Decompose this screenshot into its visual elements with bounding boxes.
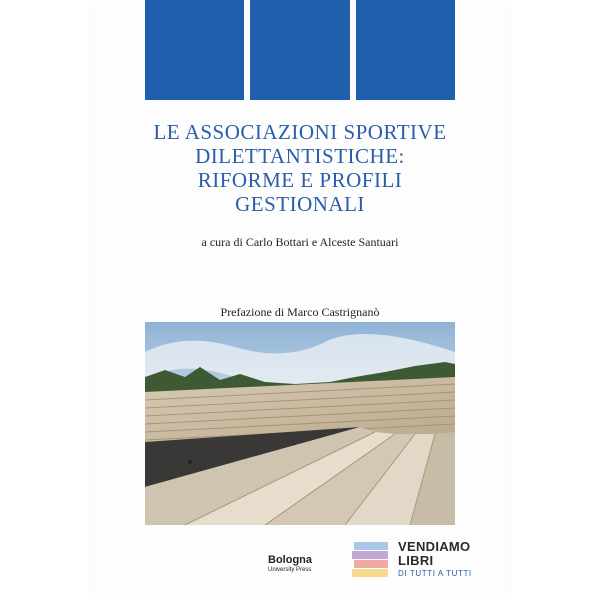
cover-header-blocks <box>145 0 455 100</box>
book-title <box>145 120 455 216</box>
stadium-photo <box>145 322 455 525</box>
logo-tagline: DI TUTTI A TUTTI <box>398 569 472 578</box>
logo-line-2: LIBRI <box>398 553 434 568</box>
book-stack-icon <box>350 540 392 580</box>
preface-line: Prefazione di Marco Castrignanò <box>220 305 380 319</box>
vendiamo-libri-text <box>398 540 472 580</box>
stadium-image <box>145 322 455 525</box>
vendiamo-libri-logo <box>350 538 480 586</box>
title-line: LE ASSOCIAZIONI SPORTIVE <box>153 120 447 144</box>
curators-line: a cura di Carlo Bottari e Alceste Santuari <box>201 235 399 249</box>
logo-line-1: VENDIAMO <box>398 539 471 554</box>
publisher-name: Bologna <box>268 554 312 566</box>
title-line: GESTIONALI <box>235 192 365 216</box>
title-line: RIFORME E PROFILI <box>197 168 403 192</box>
header-block-center <box>250 0 349 100</box>
publisher-subtitle: University Press <box>268 567 312 573</box>
header-block-right <box>356 0 455 100</box>
header-block-left <box>145 0 244 100</box>
publisher-logo <box>268 554 338 574</box>
title-line: DILETTANTISTICHE: <box>195 144 405 168</box>
